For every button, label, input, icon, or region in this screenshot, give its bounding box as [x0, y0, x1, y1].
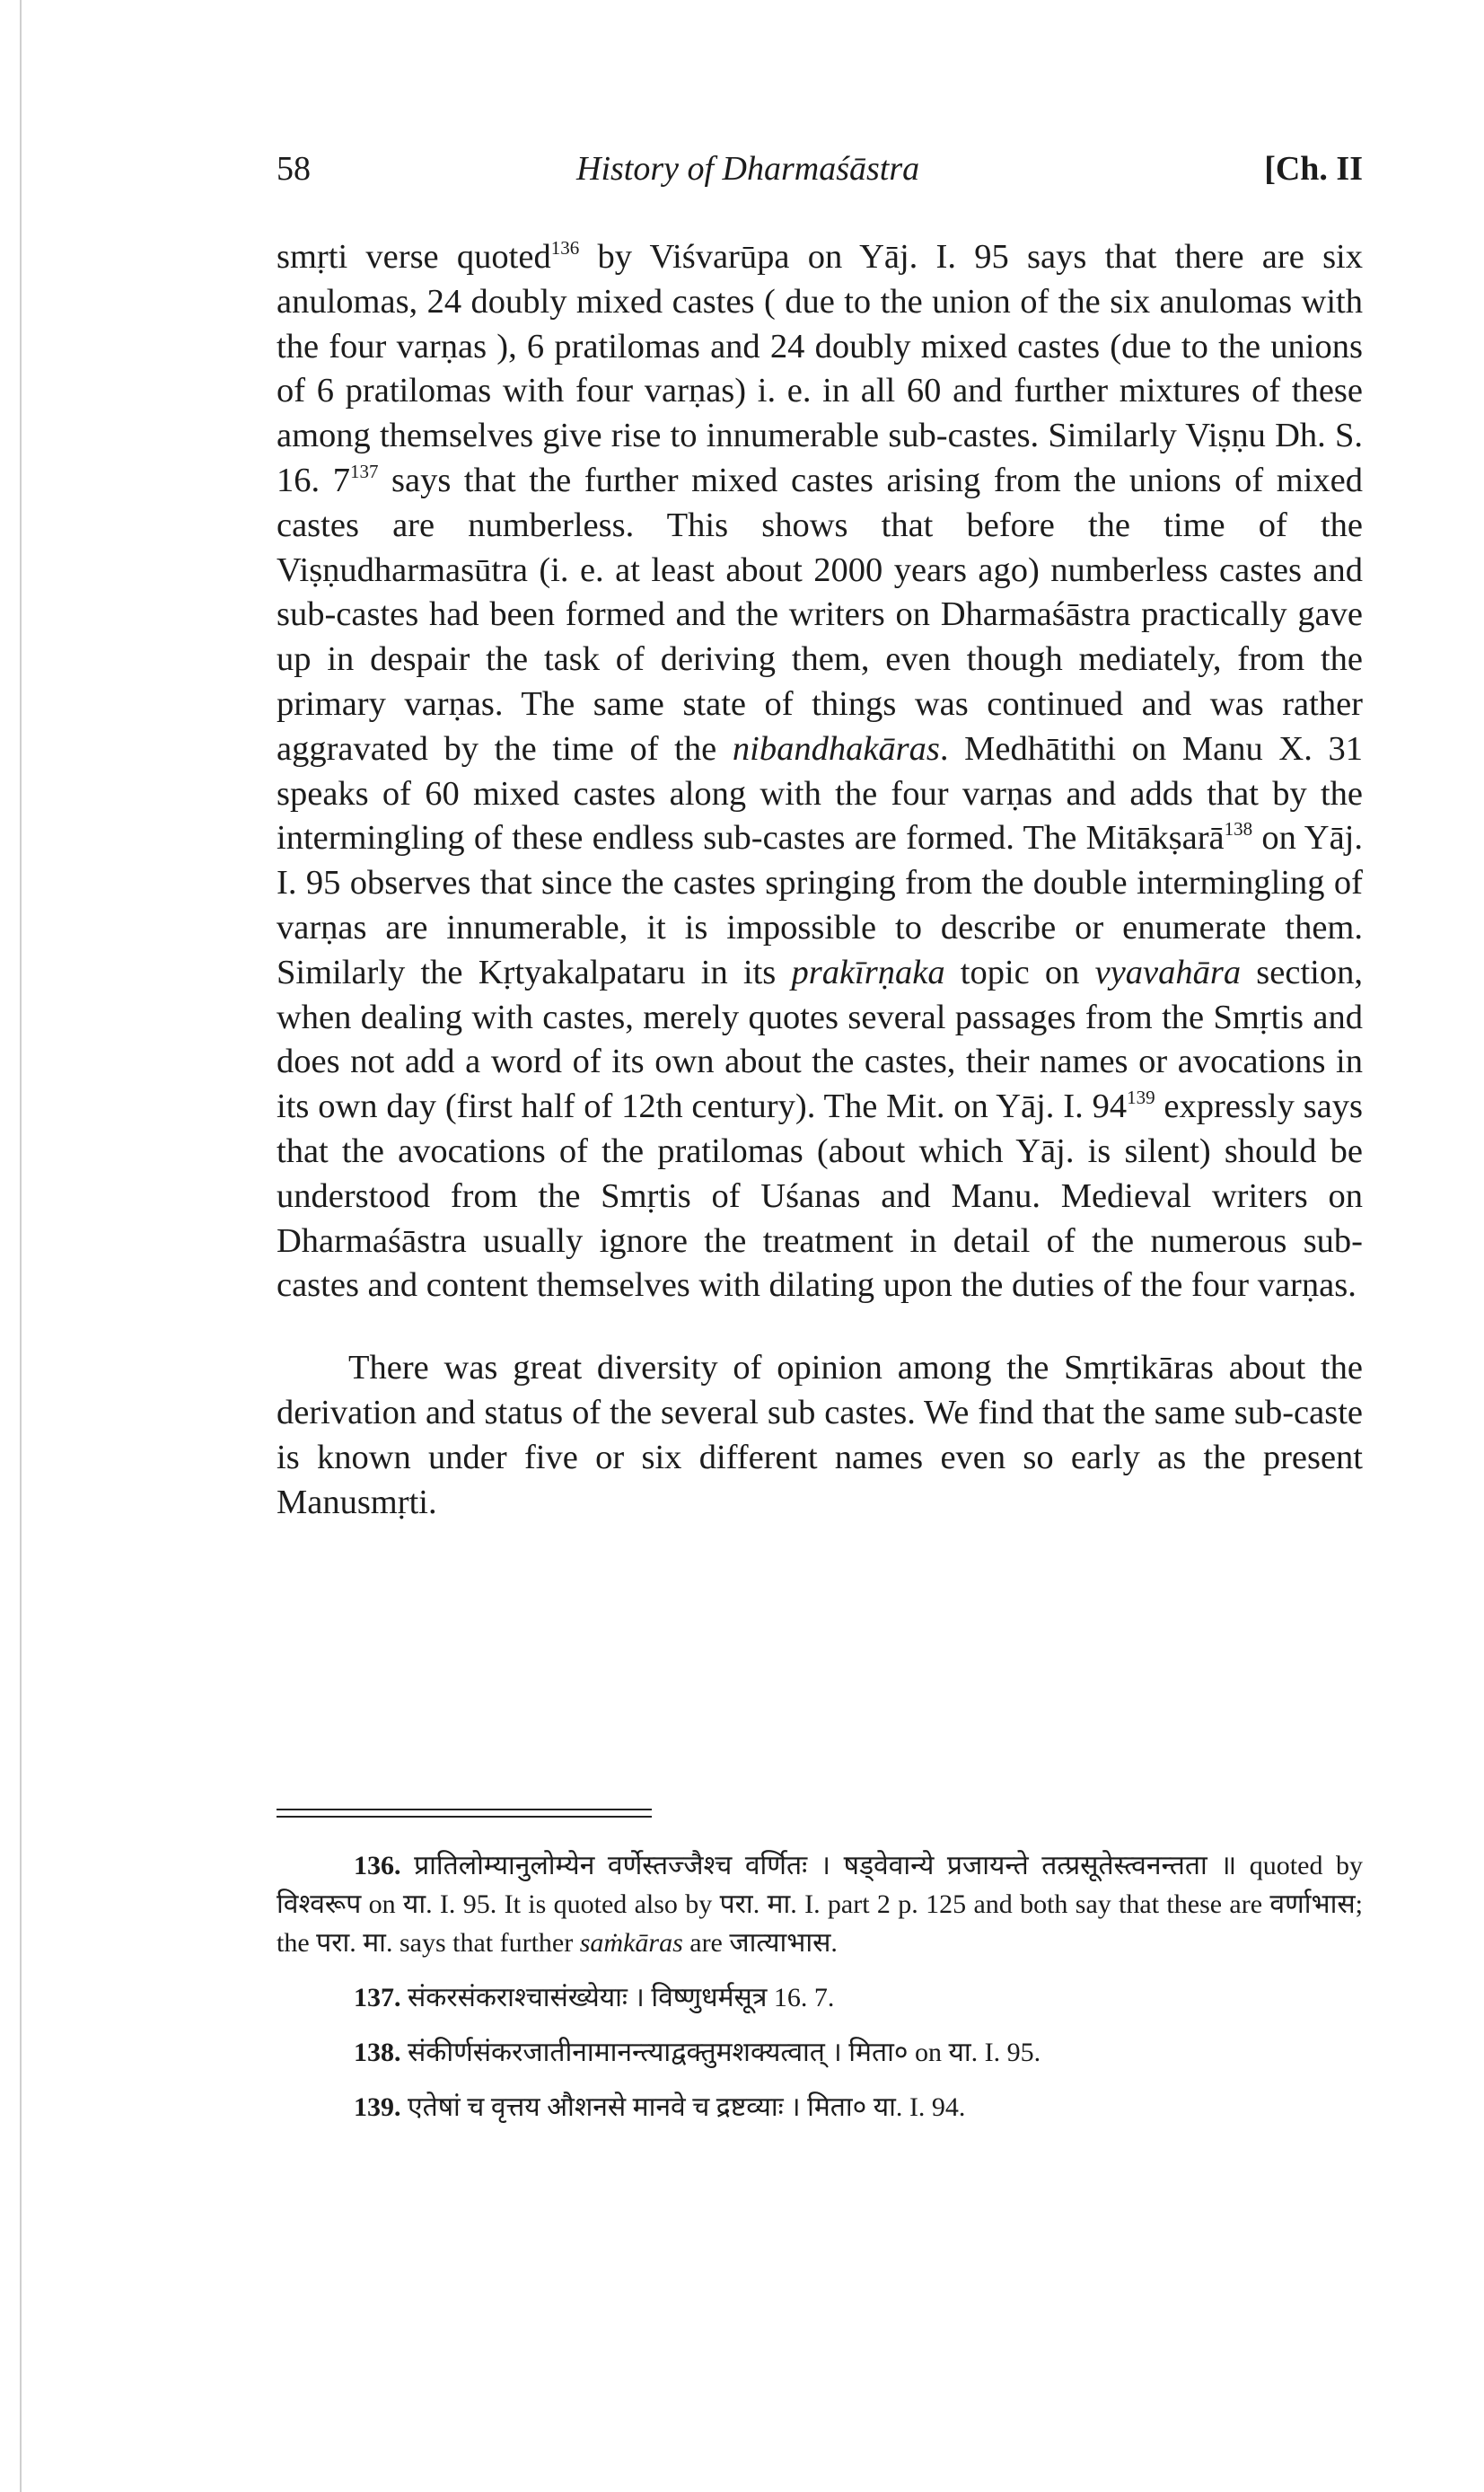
footnote-number: 137. [354, 1983, 401, 2012]
text-run: on Yāj. I. 95 observes that since the castes springing from the double intermingling of varṇas are innumerable, it is impossible to describe or enumerate them. Similarly the Kṛtyakalpataru in its [277, 819, 1363, 991]
footnote-ref-136[interactable]: 136 [550, 237, 580, 259]
text-run: expressly says that the avocations of the pratilomas (about which Yāj. is silent) should be understood from the Smṛtis of Uśanas and Manu. Medieval writers on Dharmaśāstra usually ignore the treatment in detail of the numerous sub-castes and content themselves with dilating upon the duties of the four varṇas. [277, 1087, 1363, 1305]
sanskrit-text: परा. मा. [316, 1928, 393, 1958]
paragraph-2: There was great diversity of opinion among the Smṛtikāras about the derivation and status of the several sub castes. We find that the same sub-caste is known under five or six different names even so early as the present Manusmṛti. [277, 1349, 1363, 1521]
page-header [277, 149, 1363, 203]
text-run: topic on [944, 953, 1095, 991]
footnote-ref-137[interactable]: 137 [349, 460, 379, 482]
page-edge-line [20, 0, 22, 2492]
text-run: by Viśvarūpa on Yāj. I. 95 says that there are six anulomas, 24 doubly mixed castes ( due to the union of the six anulomas with the four varṇas ), 6 pratilomas and 24 doubly mixed castes (due to the unions of 6 pratilomas with four varṇas) i. e. in all 60 and further mixtures of these among themselves give rise to innumerable sub-castes. Similarly Viṣṇu Dh. S. 16. 7 [277, 238, 1363, 499]
footnote-ref-138[interactable]: 138 [1224, 818, 1253, 841]
text-run: are [682, 1928, 730, 1958]
main-text [277, 235, 1363, 1525]
sanskrit-text: जात्याभास. [729, 1928, 838, 1958]
text-run: says that the further mixed castes arising from the unions of mixed castes are numberless. This shows that before the time of the Viṣṇudharmasūtra (i. e. at least about 2000 years ago) numberless castes and sub-castes had been formed and the writers on Dharmaśāstra practically gave up in despair the task of deriving them, even though mediately, from the primary varṇas. The same state of things was continued and was rather aggravated by the time of the [277, 461, 1363, 768]
sanskrit-text: प्रातिलोम्यानुलोम्येन वर्णेस्तज्जैश्च वर्णितः । षड्वेवान्ये प्रजायन्ते तत्प्रसूतेस्त्वनन्तता ॥ [414, 1851, 1237, 1880]
text-run: smṛti verse quoted [277, 238, 551, 276]
footnote-139 [277, 2088, 1363, 2127]
sanskrit-text: वर्णाभास [1269, 1889, 1356, 1919]
italic-term: nibandhakāras [732, 729, 940, 768]
footnote-divider [277, 1816, 652, 1818]
text-run: on [361, 1889, 403, 1919]
text-run: I. 94. [902, 2092, 966, 2122]
sanskrit-text: परा. मा. [719, 1889, 797, 1919]
text-run: ; the [277, 1889, 1363, 1958]
italic-term: vyavahāra [1094, 953, 1242, 991]
running-title: History of Dharmaśāstra [576, 150, 920, 188]
footnote-divider [277, 1809, 652, 1810]
footnote-136 [277, 1846, 1363, 1962]
paragraph-1 [277, 235, 1363, 1308]
sanskrit-text: विश्वरूप [277, 1889, 362, 1919]
footnotes [277, 1846, 1363, 2127]
footnote-ref-139[interactable]: 139 [1127, 1087, 1155, 1109]
text-run: I. 95. [978, 2038, 1041, 2067]
footnote-number: 139. [354, 2092, 401, 2122]
sanskrit-text: संकीर्णसंकरजातीनामानन्त्याद्वक्तुमशक्यत्वात् । मिता० [408, 2038, 909, 2067]
sanskrit-text: या. [948, 2038, 979, 2067]
text-run: quoted by [1236, 1851, 1364, 1880]
footnote-138 [277, 2033, 1363, 2072]
text-run: . Medhātithi on Manu X. 31 speaks of 60 mixed castes along with the four varṇas and adds that by the intermingling of these endless sub-castes are formed. The Mitākṣarā [277, 729, 1363, 858]
footnote-number: 138. [354, 2038, 401, 2067]
text-run: I. part 2 p. 125 and both say that these are [796, 1889, 1270, 1919]
page-number: 58 [277, 150, 311, 188]
italic-term: prakīrṇaka [791, 953, 945, 991]
footnote-number: 136. [354, 1851, 401, 1880]
text-run: 16. 7. [767, 1983, 835, 2012]
footnote-137 [277, 1978, 1363, 2017]
chapter-mark: [Ch. II [1264, 150, 1363, 188]
sanskrit-text: संकरसंकराश्चासंख्येयाः । विष्णुधर्मसूत्र [408, 1983, 768, 2012]
text-run: says that further [392, 1928, 580, 1958]
text-run: section, when dealing with castes, merely quotes several passages from the Smṛtis and does not add a word of its own about the castes, their names or avocations in its own day (first half of 12th century). The Mit. on Yāj. I. 94 [277, 953, 1363, 1126]
sanskrit-text: या. [402, 1889, 433, 1919]
italic-term: saṁkāras [579, 1928, 683, 1958]
text-run: I. 95. It is quoted also by [432, 1889, 720, 1919]
text-run: on [908, 2038, 949, 2067]
sanskrit-text: एतेषां च वृत्तय औशनसे मानवे च द्रष्टव्याः । मिता० या. [408, 2092, 903, 2122]
